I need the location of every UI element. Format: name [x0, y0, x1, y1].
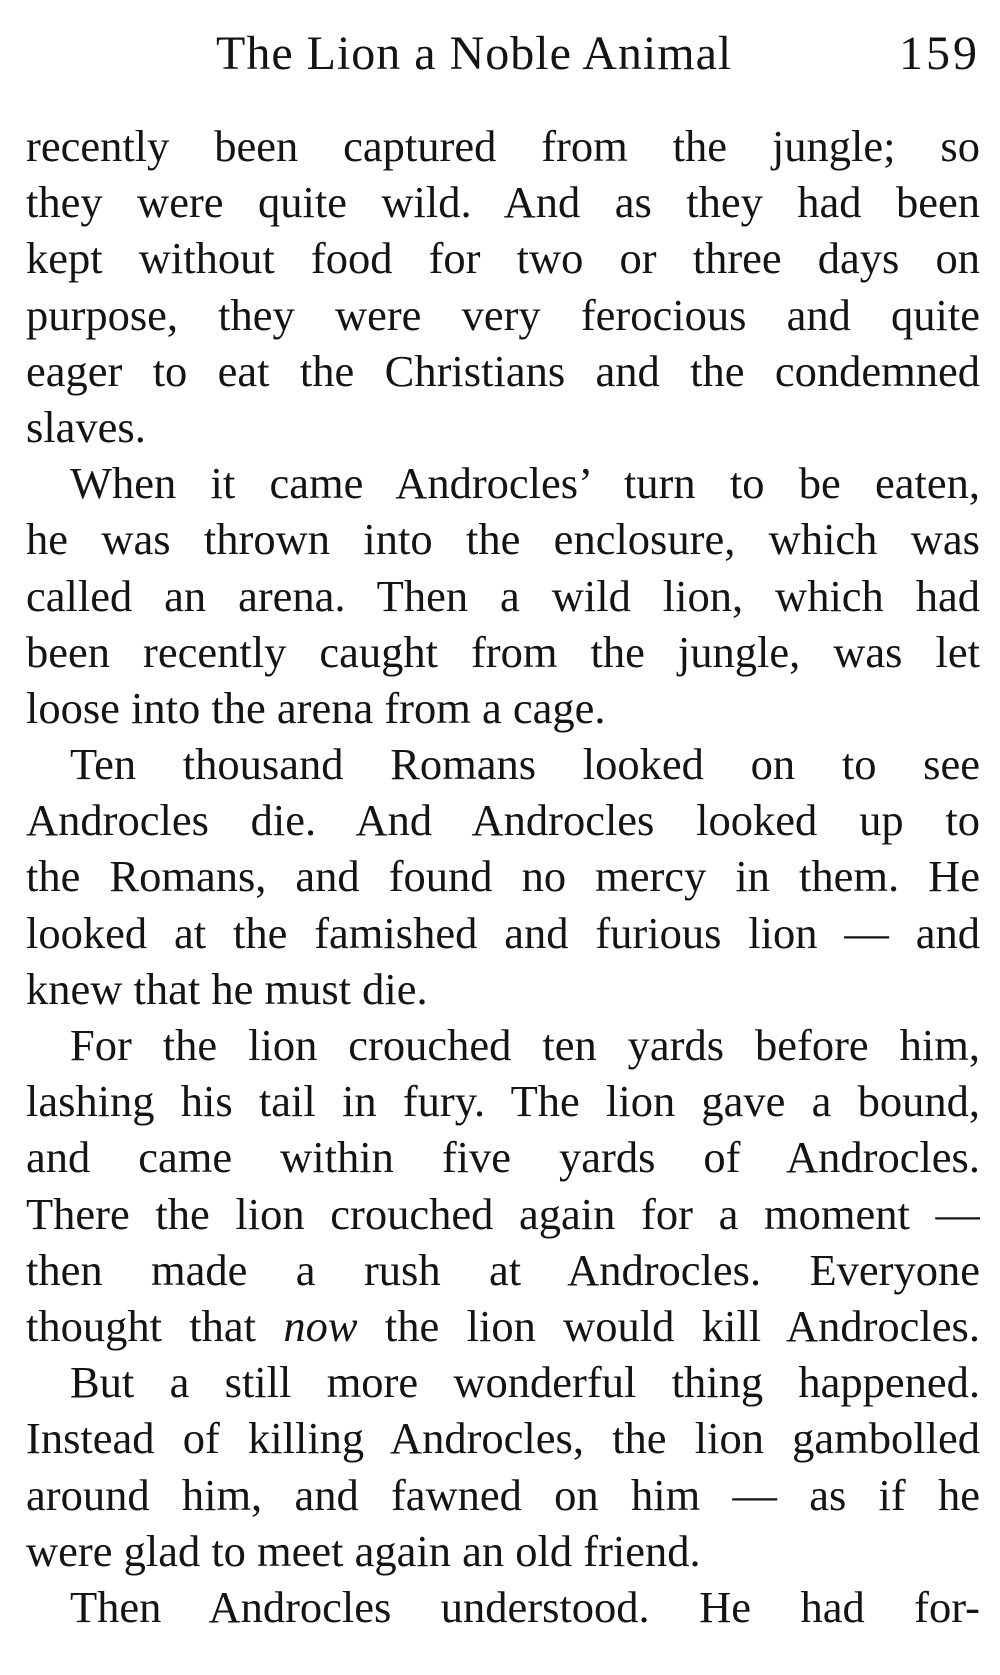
text-line: they were quite wild. And as they had been	[26, 177, 980, 228]
text-line: loose into the arena from a cage.	[26, 682, 606, 733]
text-line: eager to eat the Christians and the condemned	[26, 345, 980, 396]
text-line: But a still more wonderful thing happened.	[70, 1357, 980, 1408]
text-line: then made a rush at Androcles. Everyone	[26, 1244, 980, 1295]
text-line: and came within five yards of Androcles.	[26, 1132, 980, 1183]
emphasis-text: now	[283, 1300, 358, 1351]
text-line	[26, 1298, 980, 1354]
page-number: 159	[899, 27, 980, 80]
text-run: the lion would kill Androcles.	[357, 1300, 980, 1351]
text-line: were glad to meet again an old friend.	[26, 1525, 701, 1576]
text-line: Ten thousand Romans looked on to see	[70, 739, 980, 790]
text-line: called an arena. Then a wild lion, which had	[26, 570, 980, 621]
text-line: Then Androcles understood. He had for-	[70, 1581, 980, 1632]
text-line: Instead of killing Androcles, the lion gambolled	[26, 1413, 980, 1464]
text-line: been recently caught from the jungle, was let	[26, 626, 980, 677]
text-line: the Romans, and found no mercy in them. He	[26, 851, 980, 902]
running-head	[26, 22, 980, 86]
text-line: kept without food for two or three days on	[26, 233, 980, 284]
text-line: Androcles die. And Androcles looked up to	[26, 795, 980, 846]
body-text	[26, 118, 980, 1635]
text-line: lashing his tail in fury. The lion gave a bound,	[26, 1076, 980, 1127]
text-line: around him, and fawned on him — as if he	[26, 1469, 980, 1520]
text-line: knew that he must die.	[26, 963, 428, 1014]
text-line: he was thrown into the enclosure, which was	[26, 514, 980, 565]
text-line: When it came Androcles’ turn to be eaten,	[70, 458, 980, 509]
text-run: thought that	[26, 1300, 284, 1351]
text-line: looked at the famished and furious lion — and	[26, 907, 980, 958]
text-line: slaves.	[26, 401, 146, 452]
text-line: purpose, they were very ferocious and quite	[26, 289, 980, 340]
running-title: The Lion a Noble Animal	[216, 27, 733, 80]
text-line: There the lion crouched again for a moment —	[26, 1188, 980, 1239]
text-line: recently been captured from the jungle; so	[26, 121, 980, 171]
text-line: For the lion crouched ten yards before him,	[70, 1020, 980, 1070]
